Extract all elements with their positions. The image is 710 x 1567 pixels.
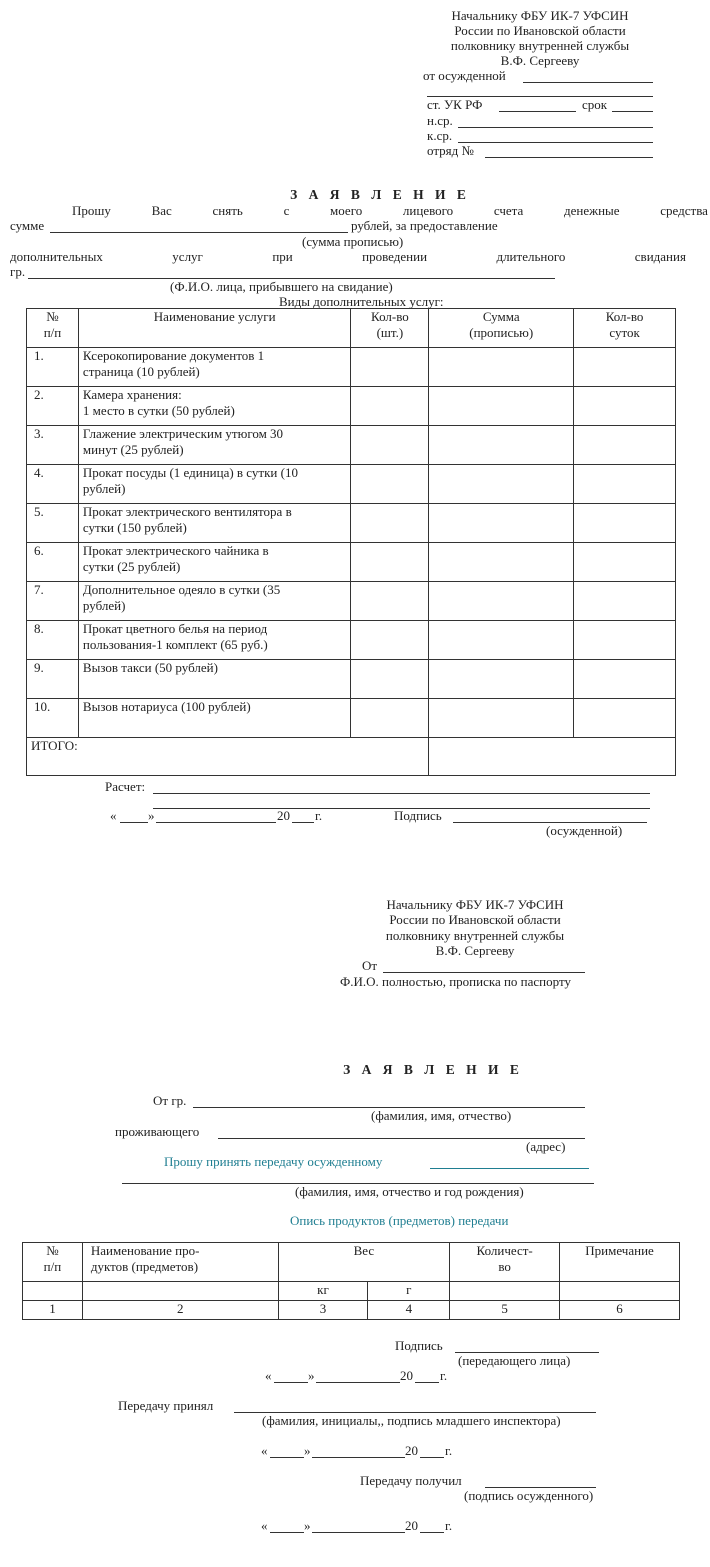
total-value-cell[interactable] — [429, 738, 676, 776]
service-days-cell[interactable] — [574, 348, 676, 387]
article-label: ст. УК РФ — [427, 97, 483, 112]
date3-year-field[interactable] — [420, 1457, 444, 1458]
sign-label: Подпись — [394, 808, 442, 823]
date2-year-suffix: г. — [440, 1368, 448, 1383]
from2-label: От — [362, 958, 378, 973]
addressee-line1: Начальнику ФБУ ИК-7 УФСИН — [451, 8, 629, 23]
service-row — [27, 348, 676, 387]
year-prefix: 20 — [277, 808, 290, 823]
end-term-field[interactable] — [458, 142, 653, 143]
service-name: Прокат электрического чайника в сутки (25 рублей) — [78, 543, 351, 582]
inv-header-weight: Вес — [278, 1243, 450, 1282]
body-word: денежные — [564, 203, 620, 218]
service-qty-cell[interactable] — [351, 543, 429, 582]
body-word: дополнительных — [10, 249, 103, 264]
form1-title: З А Я В Л Е Н И Е — [290, 187, 470, 202]
service-row — [27, 660, 676, 699]
date3-year-suffix: г. — [445, 1443, 453, 1458]
services-table — [26, 308, 676, 776]
service-name: Глажение электрическим утюгом 30 минут (25 рублей) — [78, 426, 351, 465]
service-name: Камера хранения: 1 место в сутки (50 рублей) — [78, 387, 351, 426]
start-term-field[interactable] — [458, 127, 653, 128]
date-month-field[interactable] — [156, 822, 276, 823]
service-num: 5. — [27, 504, 79, 543]
body-word: Прошу — [72, 203, 111, 218]
accepted-label: Передачу принял — [118, 1398, 214, 1413]
body-word: услуг — [172, 249, 203, 264]
body-word: лицевого — [402, 203, 454, 218]
calc-label: Расчет: — [105, 779, 146, 794]
service-num: 4. — [27, 465, 79, 504]
unit-field[interactable] — [485, 157, 653, 158]
addressee-line2: России по Ивановской области — [454, 23, 626, 38]
from-citizen-label: От гр. — [153, 1093, 187, 1108]
body-word: с — [283, 203, 290, 218]
date-close: » — [148, 808, 155, 823]
service-row — [27, 582, 676, 621]
addressee-line4: В.Ф. Сергееву — [500, 53, 580, 68]
inv-column-number: 6 — [560, 1301, 680, 1320]
service-qty-cell[interactable] — [351, 621, 429, 660]
service-row — [27, 621, 676, 660]
body-word: свидания — [634, 249, 686, 264]
body-word: средства — [660, 203, 708, 218]
living-label: проживающего — [115, 1124, 200, 1139]
addressee2-line1: Начальнику ФБУ ИК-7 УФСИН — [386, 897, 564, 912]
service-days-cell[interactable] — [574, 543, 676, 582]
service-days-cell[interactable] — [574, 504, 676, 543]
inv-column-number: 4 — [368, 1301, 450, 1320]
service-days-cell[interactable] — [574, 660, 676, 699]
service-num: 10. — [27, 699, 79, 738]
service-days-cell[interactable] — [574, 699, 676, 738]
service-sum-cell[interactable] — [429, 582, 574, 621]
from-label: от осужденной — [423, 68, 506, 83]
date3-day-field[interactable] — [270, 1457, 304, 1458]
service-name: Прокат электрического вентилятора в сутки (150 рублей) — [78, 504, 351, 543]
inv-header-num: № п/п — [23, 1243, 83, 1282]
inventory-number-row — [23, 1301, 680, 1320]
service-days-cell[interactable] — [574, 426, 676, 465]
service-qty-cell[interactable] — [351, 699, 429, 738]
term-field[interactable] — [612, 111, 653, 112]
date2-year-prefix: 20 — [400, 1368, 413, 1383]
service-num: 6. — [27, 543, 79, 582]
service-sum-cell[interactable] — [429, 426, 574, 465]
from2-hint: Ф.И.О. полностью, прописка по паспорту — [340, 974, 571, 989]
inv-header-kg: кг — [278, 1282, 368, 1301]
inv-sub-empty-3 — [450, 1282, 560, 1301]
inv-column-number: 2 — [82, 1301, 278, 1320]
service-sum-cell[interactable] — [429, 621, 574, 660]
service-name: Вызов такси (50 рублей) — [78, 660, 351, 699]
service-row — [27, 504, 676, 543]
service-name: Ксерокопирование документов 1 страница (10 рублей) — [78, 348, 351, 387]
service-qty-cell[interactable] — [351, 465, 429, 504]
date4-month-field[interactable] — [312, 1532, 405, 1533]
calc-field[interactable] — [153, 793, 650, 794]
service-name: Прокат цветного белья на период пользования-1 комплект (65 руб.) — [78, 621, 351, 660]
date-open: « — [110, 808, 117, 823]
service-qty-cell[interactable] — [351, 660, 429, 699]
start-term-label: н.ср. — [427, 113, 453, 128]
date3-month-field[interactable] — [312, 1457, 405, 1458]
service-qty-cell[interactable] — [351, 387, 429, 426]
services-header-row — [27, 309, 676, 348]
inv-header-note: Примечание — [560, 1243, 680, 1282]
body-word: проведении — [362, 249, 428, 264]
service-row — [27, 387, 676, 426]
date2-month-field[interactable] — [316, 1382, 400, 1383]
service-name: Дополнительное одеяло в сутки (35 рублей) — [78, 582, 351, 621]
inventory-table — [22, 1242, 680, 1320]
end-term-label: к.ср. — [427, 128, 453, 143]
inventory-header-row — [23, 1243, 680, 1282]
article-field[interactable] — [499, 111, 576, 112]
body-line-1 — [72, 203, 708, 218]
service-row — [27, 699, 676, 738]
convict-hint: (фамилия, имя, отчество и год рождения) — [295, 1184, 524, 1199]
citizen-label: гр. — [10, 264, 26, 279]
sum-label: сумме — [10, 218, 45, 233]
received-label: Передачу получил — [360, 1473, 462, 1488]
inspector-hint: (фамилия, инициалы,, подпись младшего инспектора) — [262, 1413, 561, 1428]
service-sum-cell[interactable] — [429, 387, 574, 426]
date3-close: » — [304, 1443, 311, 1458]
header-num: № п/п — [27, 309, 79, 348]
service-qty-cell[interactable] — [351, 348, 429, 387]
date2-close: » — [308, 1368, 315, 1383]
addressee2-line4: В.Ф. Сергееву — [435, 943, 515, 958]
date-day-field[interactable] — [120, 822, 148, 823]
sign2-label: Подпись — [395, 1338, 443, 1353]
date2-open: « — [265, 1368, 272, 1383]
total-label: ИТОГО: — [27, 738, 429, 776]
services-title: Виды дополнительных услуг: — [279, 294, 444, 309]
inventory-title: Опись продуктов (предметов) передачи — [290, 1213, 509, 1228]
header-name: Наименование услуги — [78, 309, 351, 348]
service-num: 9. — [27, 660, 79, 699]
inventory-subheader-row — [23, 1282, 680, 1301]
service-num: 1. — [27, 348, 79, 387]
addressee2-line3: полковнику внутренней службы — [385, 928, 565, 943]
date4-open: « — [261, 1518, 268, 1533]
sender-hint: (передающего лица) — [458, 1353, 571, 1368]
header-qty: Кол-во (шт.) — [351, 309, 429, 348]
service-qty-cell[interactable] — [351, 426, 429, 465]
date3-open: « — [261, 1443, 268, 1458]
inv-header-name: Наименование про- дуктов (предметов) — [82, 1243, 278, 1282]
date4-year-prefix: 20 — [405, 1518, 418, 1533]
body-word: при — [272, 249, 293, 264]
inv-column-number: 1 — [23, 1301, 83, 1320]
body-word: снять — [212, 203, 243, 218]
inv-column-number: 5 — [450, 1301, 560, 1320]
service-row — [27, 465, 676, 504]
inv-sub-empty-2 — [82, 1282, 278, 1301]
address-hint: (адрес) — [526, 1139, 566, 1154]
sum-suffix: рублей, за предоставление — [351, 218, 498, 233]
service-qty-cell[interactable] — [351, 582, 429, 621]
body-line-3 — [10, 249, 686, 264]
inv-sub-empty-4 — [560, 1282, 680, 1301]
date4-year-field[interactable] — [420, 1532, 444, 1533]
service-sum-cell[interactable] — [429, 660, 574, 699]
body-word: длительного — [496, 249, 566, 264]
date4-year-suffix: г. — [445, 1518, 453, 1533]
service-num: 2. — [27, 387, 79, 426]
body-word: моего — [330, 203, 363, 218]
term-label: срок — [582, 97, 608, 112]
service-sum-cell[interactable] — [429, 699, 574, 738]
header-sum: Сумма (прописью) — [429, 309, 574, 348]
convict-field[interactable] — [430, 1168, 589, 1169]
visitor-hint: (Ф.И.О. лица, прибывшего на свидание) — [170, 279, 393, 294]
unit-label: отряд № — [427, 143, 474, 158]
date2-year-field[interactable] — [415, 1382, 439, 1383]
amount-hint: (сумма прописью) — [302, 234, 404, 249]
date-year-field[interactable] — [292, 822, 314, 823]
date2-day-field[interactable] — [274, 1382, 308, 1383]
header-days: Кол-во суток — [574, 309, 676, 348]
fio-hint: (фамилия, имя, отчество) — [371, 1108, 512, 1123]
service-sum-cell[interactable] — [429, 465, 574, 504]
service-num: 8. — [27, 621, 79, 660]
addressee2-line2: России по Ивановской области — [389, 912, 561, 927]
total-row — [27, 738, 676, 776]
service-days-cell[interactable] — [574, 387, 676, 426]
convict-sign-hint: (подпись осужденного) — [464, 1488, 594, 1503]
service-name: Вызов нотариуса (100 рублей) — [78, 699, 351, 738]
service-name: Прокат посуды (1 единица) в сутки (10 рублей) — [78, 465, 351, 504]
inv-header-g: г — [368, 1282, 450, 1301]
inv-sub-empty-1 — [23, 1282, 83, 1301]
body-word: Вас — [151, 203, 172, 218]
date4-close: » — [304, 1518, 311, 1533]
service-sum-cell[interactable] — [429, 504, 574, 543]
service-qty-cell[interactable] — [351, 504, 429, 543]
service-sum-cell[interactable] — [429, 348, 574, 387]
service-sum-cell[interactable] — [429, 543, 574, 582]
service-row — [27, 543, 676, 582]
date4-day-field[interactable] — [270, 1532, 304, 1533]
form2-title: З А Я В Л Е Н И Е — [343, 1062, 523, 1077]
inv-header-qty: Количест- во — [450, 1243, 560, 1282]
from-field[interactable] — [523, 82, 653, 83]
service-days-cell[interactable] — [574, 465, 676, 504]
service-days-cell[interactable] — [574, 621, 676, 660]
service-row — [27, 426, 676, 465]
sign-hint: (осужденной) — [546, 823, 623, 838]
service-days-cell[interactable] — [574, 582, 676, 621]
service-num: 3. — [27, 426, 79, 465]
request-text: Прошу принять передачу осужденному — [164, 1154, 383, 1169]
inv-column-number: 3 — [278, 1301, 368, 1320]
from2-field[interactable] — [383, 972, 585, 973]
service-num: 7. — [27, 582, 79, 621]
year-suffix: г. — [315, 808, 323, 823]
sum-field[interactable] — [50, 232, 348, 233]
body-word: счета — [493, 203, 524, 218]
addressee-line3: полковнику внутренней службы — [450, 38, 630, 53]
date3-year-prefix: 20 — [405, 1443, 418, 1458]
